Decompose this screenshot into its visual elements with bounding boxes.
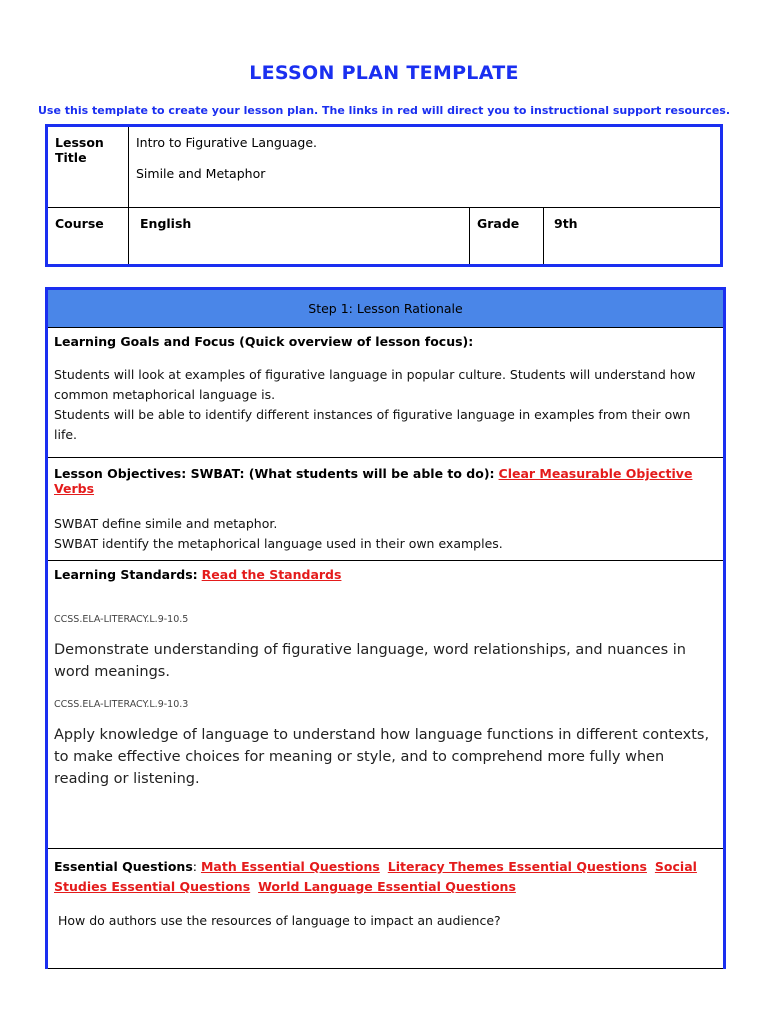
step1-heading: Step 1: Lesson Rationale <box>47 289 725 328</box>
lesson-title-line2: Simile and Metaphor <box>136 166 266 181</box>
grade-value: 9th <box>544 208 722 266</box>
learning-goals-cell <box>47 328 725 458</box>
read-standards-link[interactable]: Read the Standards <box>201 567 342 582</box>
essential-questions-label: Essential Questions <box>54 859 193 874</box>
page-title: LESSON PLAN TEMPLATE <box>249 62 519 84</box>
essential-questions-cell <box>47 849 725 969</box>
learning-goals-label: Learning Goals and Focus (Quick overview of lesson focus): <box>54 334 474 349</box>
standard-2-code: CCSS.ELA-LITERACY.L.9-10.3 <box>54 699 189 710</box>
learning-standards-cell <box>47 561 725 849</box>
lesson-title-line1: Intro to Figurative Language. <box>136 135 318 150</box>
world-language-eq-link[interactable]: World Language Essential Questions <box>258 879 516 894</box>
objectives-label: Lesson Objectives: SWBAT: (What students will be able to do): <box>54 466 495 481</box>
colon: : <box>192 859 197 874</box>
standard-2-text: Apply knowledge of language to understand how language functions in different contexts, to make effective choices for meaning or style, and to comprehend more fully when reading or listening. <box>54 727 710 787</box>
objectives-cell <box>47 458 725 561</box>
math-eq-link[interactable]: Math Essential Questions <box>200 859 380 874</box>
objective-verbs-link[interactable]: Clear Measurable Objective Verbs <box>54 466 693 496</box>
standard-1-code: CCSS.ELA-LITERACY.L.9-10.5 <box>54 614 189 625</box>
grade-label: Grade <box>470 208 544 266</box>
course-label: Course <box>47 208 129 266</box>
course-value: English <box>129 208 470 266</box>
learning-goals-text-1: Students will look at examples of figurative language in popular culture. Students will understand how common metaphorical language is. <box>54 367 696 402</box>
page-subtitle: Use this template to create your lesson plan. The links in red will direct you to instructional support resources. <box>37 104 731 117</box>
step1-table <box>45 287 726 969</box>
essential-question-answer: How do authors use the resources of language to impact an audience? <box>58 913 501 928</box>
lesson-title-value <box>129 126 722 208</box>
literacy-eq-link[interactable]: Literacy Themes Essential Questions <box>387 859 647 874</box>
social-studies-eq-link[interactable]: Social Studies Essential Questions <box>54 859 697 894</box>
standard-1-text: Demonstrate understanding of figurative language, word relationships, and nuances in word meanings. <box>54 642 686 680</box>
standards-label: Learning Standards: <box>54 567 198 582</box>
objective-1: SWBAT define simile and metaphor. <box>54 516 278 531</box>
lesson-title-label: Lesson Title <box>47 126 129 208</box>
objective-2: SWBAT identify the metaphorical language used in their own examples. <box>54 536 503 551</box>
lesson-info-table <box>45 124 723 267</box>
learning-goals-text-2: Students will be able to identify different instances of figurative language in examples from their own life. <box>54 407 691 442</box>
